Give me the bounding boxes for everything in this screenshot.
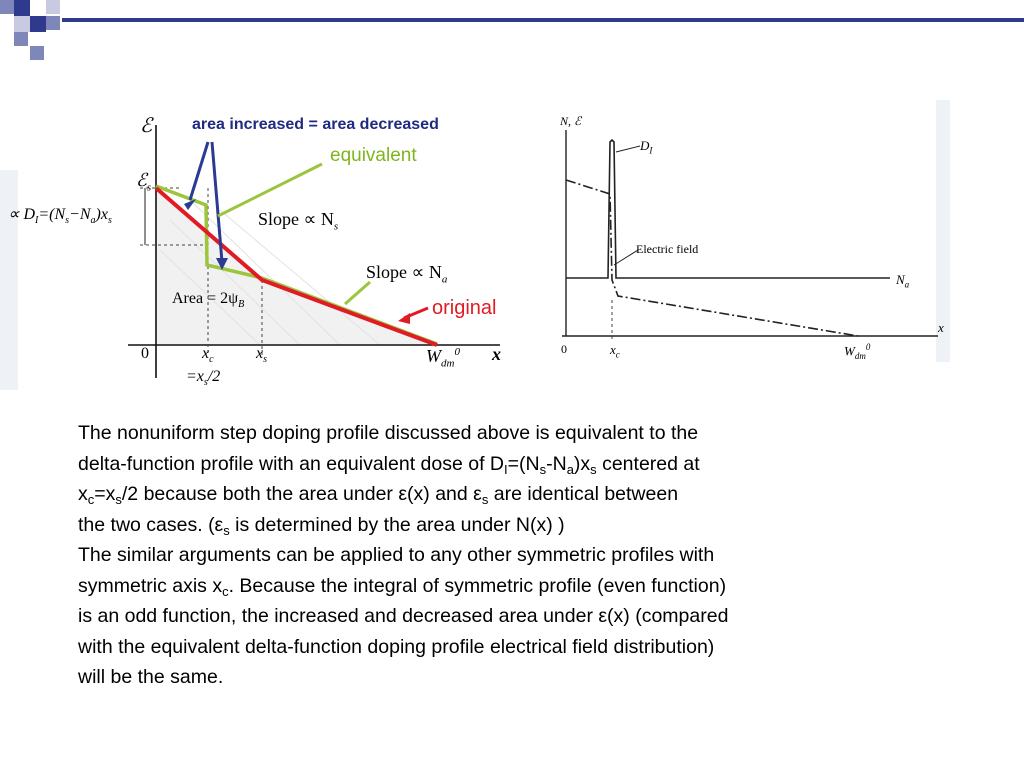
decor-square: [46, 16, 60, 30]
decor-square: [46, 0, 60, 14]
xc-label: $x_c$: [202, 345, 214, 366]
text-line: the two cases. ($\varepsilon_s$ is determined by the area under N(x) ): [78, 513, 565, 538]
delta-dose-label: ∝ $D_I=(N_s-N_a)x_s$: [8, 206, 112, 227]
text-line: delta-function profile with an equivalent dose of $D_I=(N_s-N_a)x_s$ centered at: [78, 452, 700, 477]
delta-profile-figure: [548, 100, 950, 370]
left-y-axis-label: ℰ: [140, 115, 153, 137]
text-line: The similar arguments can be applied to any other symmetric profiles with: [78, 544, 715, 566]
text-line: with the equivalent delta-function doping profile electrical field distribution): [78, 635, 715, 658]
right-y-axis-label: N, ℰ: [560, 114, 582, 128]
equivalent-annotation: equivalent: [330, 145, 417, 166]
slope-ns-label: Slope ∝ $N_s$: [258, 209, 339, 233]
decor-square: [30, 16, 46, 32]
slope-na-label: Slope ∝ $N_a$: [366, 262, 448, 286]
text-line: $x_c=x_s/2$ because both the area under ε(x) and $\varepsilon_s$ are identical between: [78, 483, 679, 507]
right-xc-label: $x_c$: [610, 342, 620, 360]
right-origin-label: 0: [561, 342, 567, 356]
area-label: Area = $2\psi_B$: [172, 290, 245, 311]
text-line: symmetric axis $x_c$. Because the integral of symmetric profile (even function): [78, 574, 727, 599]
text-line: is an odd function, the increased and decreased area under ε(x) (compared: [78, 605, 729, 627]
decor-square: [30, 46, 44, 60]
body-text: [78, 418, 958, 693]
right-x-axis-label: x: [938, 320, 944, 335]
area-annotation: area increased = area decreased: [192, 116, 439, 133]
xs-label: $x_s$: [256, 345, 268, 366]
decor-square: [14, 32, 28, 46]
es-intercept-label: ℰ$_s$: [136, 170, 152, 194]
left-origin-label: 0: [141, 345, 149, 362]
text-line: The nonuniform step doping profile discussed above is equivalent to the: [78, 422, 699, 444]
header-rule: [62, 18, 1024, 22]
decor-square: [0, 0, 14, 14]
wdm-label: $W_{dm}^0$: [426, 346, 460, 370]
decorative-corner: [0, 0, 1024, 70]
right-na-label: $N_a$: [896, 272, 910, 290]
dl-label: $D_I$: [640, 138, 653, 156]
text-line: will be the same.: [78, 666, 224, 688]
right-wdm-label: $W_{dm}^0$: [844, 342, 871, 361]
figure-panel: [0, 170, 18, 390]
left-x-axis-label: x: [492, 344, 501, 364]
electric-field-label: Electric field: [636, 242, 699, 256]
original-annotation: original: [432, 297, 497, 319]
xc-equation-label: $=x_s/2$: [186, 368, 221, 389]
decor-square: [14, 0, 30, 16]
decor-square: [14, 16, 30, 32]
